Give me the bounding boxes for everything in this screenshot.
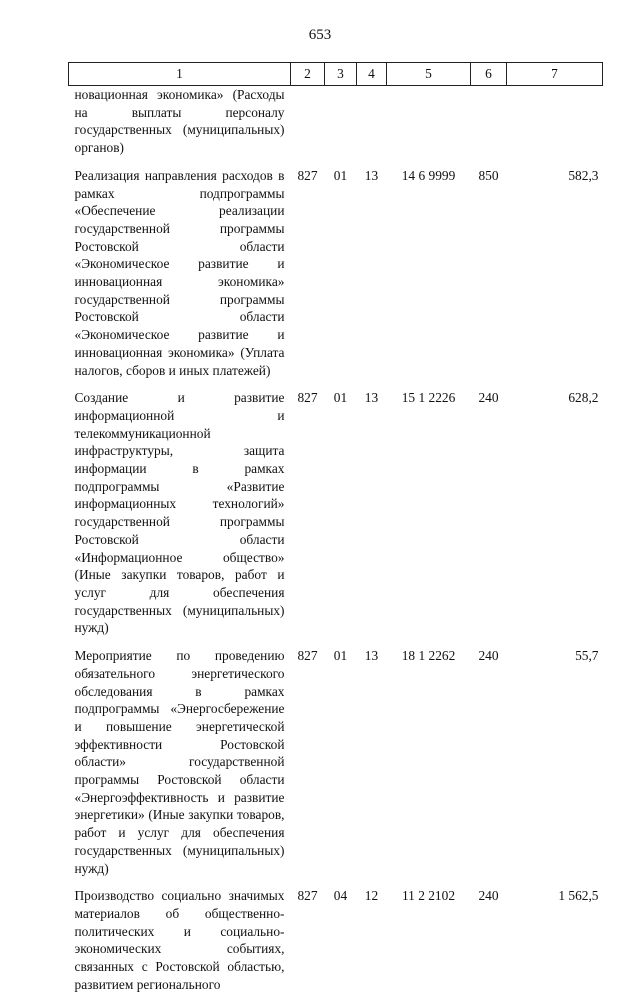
row-description: новационная экономика» (Расходы на выплаты персоналу государственных (муниципальных) органов) [74, 87, 285, 156]
cell-subsection: 12 [364, 888, 379, 904]
cell-target-article: 11 2 2102 [401, 888, 456, 904]
cell-section: 01 [333, 390, 348, 406]
cell-expense-type: 240 [478, 390, 499, 406]
cell-expense-type: 240 [478, 648, 499, 664]
table-row [69, 167, 603, 389]
table-row [69, 647, 603, 887]
cell-subsection [357, 86, 387, 167]
column-header-3: 3 [325, 63, 357, 86]
cell-section: 01 [333, 167, 348, 183]
row-description: Реализация направления расходов в рамках подпрограммы «Обеспечение реализации государственной программы Ростовской области «Экономическое развитие и инновационная экономика» государственной программы Ростовской области «Экономическое развитие и инновационная экономика» (Уплата налогов, сборов и иных платежей) [74, 167, 285, 378]
cell-amount: 55,7 [575, 648, 599, 664]
cell-target-article: 15 1 2226 [401, 390, 456, 406]
cell-ministry-code: 827 [297, 648, 318, 664]
cell-subsection: 13 [364, 648, 379, 664]
column-header-4: 4 [357, 63, 387, 86]
cell-subsection: 13 [364, 167, 379, 183]
row-description: Мероприятие по проведению обязательного энергетического обследования в рамках подпрограммы «Энергосбережение и повышение энергетической эффективности Ростовской области» государственной программы Ростовской области «Энергоэффективность и развитие энергетики» (Иные закупки товаров, работ и услуг для обеспечения государственных (муниципальных) нужд) [74, 648, 285, 876]
cell-ministry-code: 827 [297, 390, 318, 406]
cell-expense-type [471, 86, 507, 167]
cell-expense-type: 850 [478, 167, 499, 183]
column-header-5: 5 [387, 63, 471, 86]
column-header-6: 6 [471, 63, 507, 86]
cell-target-article: 14 6 9999 [401, 167, 456, 183]
table-row [69, 86, 603, 167]
cell-amount [507, 86, 603, 167]
cell-section: 01 [333, 648, 348, 664]
table-header-row [69, 63, 603, 86]
column-header-1: 1 [69, 63, 291, 86]
column-header-2: 2 [291, 63, 325, 86]
cell-amount: 1 562,5 [558, 888, 599, 904]
cell-subsection: 13 [364, 390, 379, 406]
budget-table [68, 62, 603, 1003]
cell-ministry-code: 827 [297, 888, 318, 904]
column-header-7: 7 [507, 63, 603, 86]
cell-amount: 582,3 [568, 167, 599, 183]
cell-ministry-code: 827 [297, 167, 318, 183]
row-description: Производство социально значимых материалов об общественно-политических и социально-экономических событиях, связанных с Ростовской областью, развитием регионального [74, 888, 285, 992]
page-number: 653 [308, 27, 332, 43]
cell-section: 04 [333, 888, 348, 904]
row-description: Создание и развитие информационной и телекоммуникационной инфраструктуры, защита информации в рамках подпрограммы «Развитие информационных технологий» государственной программы Ростовской области «Информационное общество» (Иные закупки товаров, работ и услуг для обеспечения государственных (муниципальных) нужд) [74, 390, 285, 636]
cell-section [325, 86, 357, 167]
cell-expense-type: 240 [478, 888, 499, 904]
cell-target-article: 18 1 2262 [401, 648, 456, 664]
cell-amount: 628,2 [568, 390, 599, 406]
cell-ministry-code [291, 86, 325, 167]
cell-target-article [387, 86, 471, 167]
table-row [69, 389, 603, 647]
